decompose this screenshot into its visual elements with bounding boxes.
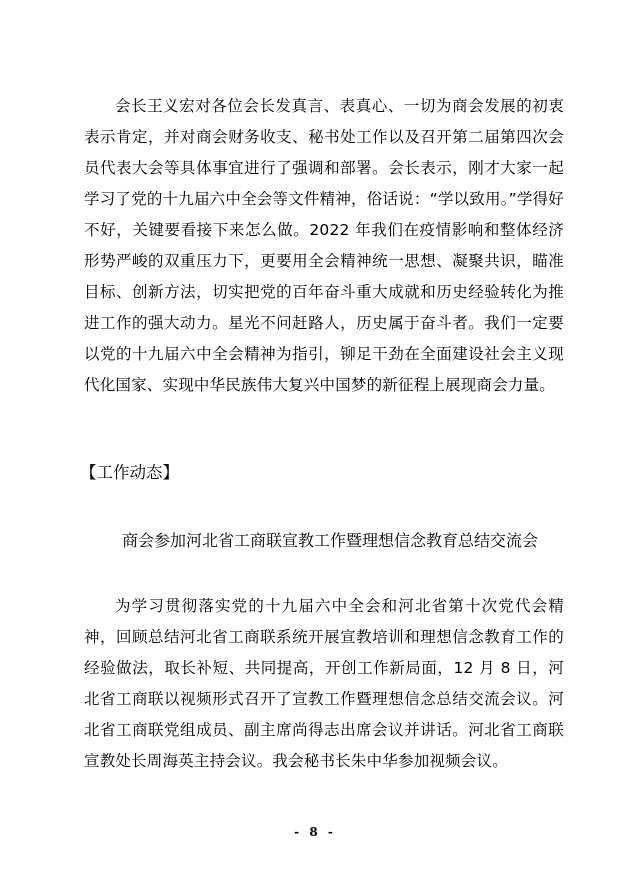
body-paragraph: 会长王义宏对各位会长发真言、表真心、一切为商会发展的初衷表示肯定，并对商会财务收支、秘书处工作以及召开第二届第四次会员代表大会等具体事宜进行了强调和部署。会长表示，刚才大家一起学习了党的十九届六中全会等文件精神，俗话说：“学以致用。”学得好不好，关键要看接下来怎么做。2022 年我们在疫情影响和整体经济形势严峻的双重压力下，更要用全会精神统一思想、凝聚共识，瞄准目标、创新方法，切实把党的百年奋斗重大成就和历史经验转化为推进工作的强大动力。星光不问赶路人，历史属于奋斗者。我们一定要以党的十九届六中全会精神为指引，铆足干劲在全面建设社会主义现代化国家、实现中华民族伟大复兴中国梦的新征程上展现商会力量。 (84, 97, 564, 394)
section-label: 【工作动态】 (80, 463, 179, 482)
page-number: - 8 - (294, 825, 336, 839)
body-paragraph: 为学习贯彻落实党的十九届六中全会和河北省第十次党代会精神，回顾总结河北省工商联系统开展宣教培训和理想信念教育工作的经验做法，取长补短、共同提高，开创工作新局面，12 月 8 日，河北省工商联以视频形式召开了宣教工作暨理想信念总结交流会议。河北省工商联党组成员、副主席尚得志出席会议并讲话。河北省工商联宣教处长周海英主持会议。我会秘书长朱中华参加视频会议。 (84, 597, 564, 770)
article-title: 商会参加河北省工商联宣教工作暨理想信念教育总结交流会 (121, 531, 538, 550)
